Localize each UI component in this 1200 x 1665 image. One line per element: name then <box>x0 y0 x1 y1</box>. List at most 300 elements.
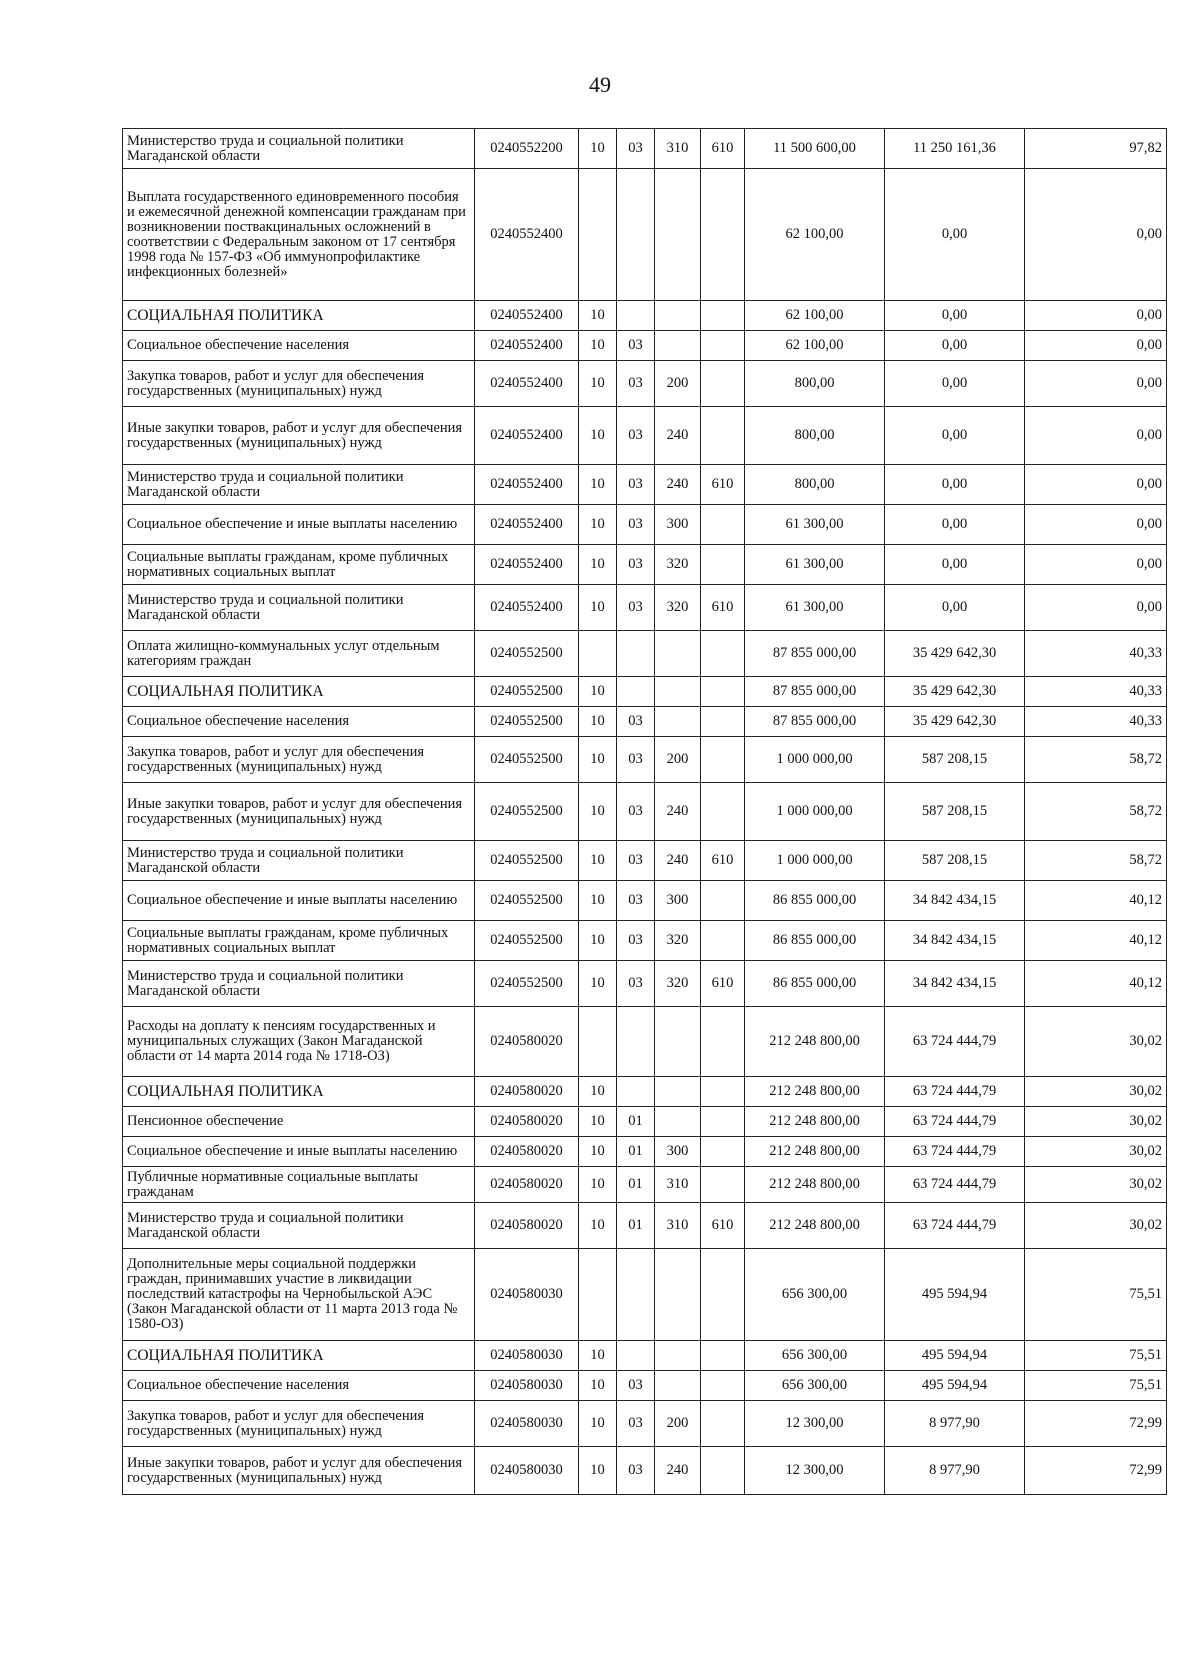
cell-c4: 610 <box>701 1203 745 1249</box>
cell-c4 <box>701 881 745 921</box>
cell-pct: 0,00 <box>1025 465 1167 505</box>
cell-c3 <box>655 1341 701 1371</box>
cell-c2 <box>617 1341 655 1371</box>
cell-c3: 310 <box>655 1203 701 1249</box>
cell-c2: 03 <box>617 921 655 961</box>
cell-code: 0240552400 <box>475 465 579 505</box>
cell-c2 <box>617 1007 655 1077</box>
table-row <box>123 1401 1167 1447</box>
cell-c2: 01 <box>617 1167 655 1203</box>
cell-c3 <box>655 1077 701 1107</box>
cell-c3: 320 <box>655 921 701 961</box>
cell-fact: 35 429 642,30 <box>885 677 1025 707</box>
table-row <box>123 169 1167 301</box>
cell-fact: 63 724 444,79 <box>885 1167 1025 1203</box>
cell-code: 0240552500 <box>475 737 579 783</box>
cell-name: СОЦИАЛЬНАЯ ПОЛИТИКА <box>123 301 475 331</box>
cell-fact: 0,00 <box>885 169 1025 301</box>
cell-fact: 0,00 <box>885 505 1025 545</box>
cell-c1: 10 <box>579 301 617 331</box>
cell-plan: 86 855 000,00 <box>745 881 885 921</box>
cell-fact: 11 250 161,36 <box>885 129 1025 169</box>
cell-pct: 30,02 <box>1025 1137 1167 1167</box>
cell-name: Иные закупки товаров, работ и услуг для обеспечения государственных (муниципальных) нужд <box>123 407 475 465</box>
cell-fact: 35 429 642,30 <box>885 707 1025 737</box>
table-row <box>123 505 1167 545</box>
cell-code: 0240580030 <box>475 1341 579 1371</box>
cell-pct: 0,00 <box>1025 361 1167 407</box>
cell-name: Социальное обеспечение и иные выплаты населению <box>123 505 475 545</box>
cell-code: 0240580030 <box>475 1371 579 1401</box>
cell-plan: 86 855 000,00 <box>745 921 885 961</box>
cell-c2: 01 <box>617 1107 655 1137</box>
cell-c4: 610 <box>701 465 745 505</box>
cell-pct: 0,00 <box>1025 585 1167 631</box>
cell-c3: 240 <box>655 1447 701 1495</box>
cell-fact: 0,00 <box>885 331 1025 361</box>
table-row <box>123 1107 1167 1137</box>
cell-plan: 11 500 600,00 <box>745 129 885 169</box>
table-row <box>123 631 1167 677</box>
table-body <box>123 129 1167 1495</box>
cell-code: 0240552500 <box>475 677 579 707</box>
cell-pct: 58,72 <box>1025 737 1167 783</box>
cell-fact: 495 594,94 <box>885 1341 1025 1371</box>
cell-name: Министерство труда и социальной политики Магаданской области <box>123 841 475 881</box>
table-row <box>123 1137 1167 1167</box>
cell-c4 <box>701 783 745 841</box>
cell-c4 <box>701 1107 745 1137</box>
cell-c4 <box>701 505 745 545</box>
cell-pct: 0,00 <box>1025 331 1167 361</box>
cell-c3: 200 <box>655 737 701 783</box>
cell-code: 0240552400 <box>475 169 579 301</box>
cell-c3 <box>655 1107 701 1137</box>
table-row <box>123 961 1167 1007</box>
cell-c1 <box>579 631 617 677</box>
cell-name: Министерство труда и социальной политики Магаданской области <box>123 1203 475 1249</box>
table-row <box>123 1203 1167 1249</box>
cell-plan: 12 300,00 <box>745 1401 885 1447</box>
cell-plan: 212 248 800,00 <box>745 1203 885 1249</box>
table-row <box>123 1341 1167 1371</box>
cell-fact: 0,00 <box>885 301 1025 331</box>
cell-c3: 300 <box>655 881 701 921</box>
cell-pct: 75,51 <box>1025 1249 1167 1341</box>
cell-c4: 610 <box>701 129 745 169</box>
cell-plan: 800,00 <box>745 407 885 465</box>
table-row <box>123 331 1167 361</box>
cell-c1: 10 <box>579 737 617 783</box>
cell-c1: 10 <box>579 129 617 169</box>
cell-c3 <box>655 1371 701 1401</box>
cell-name: Социальное обеспечение и иные выплаты населению <box>123 881 475 921</box>
cell-pct: 40,12 <box>1025 961 1167 1007</box>
cell-c4 <box>701 677 745 707</box>
cell-c1 <box>579 1007 617 1077</box>
cell-name: Социальные выплаты гражданам, кроме публичных нормативных социальных выплат <box>123 545 475 585</box>
cell-c4 <box>701 921 745 961</box>
cell-plan: 656 300,00 <box>745 1249 885 1341</box>
cell-fact: 0,00 <box>885 545 1025 585</box>
cell-c3 <box>655 331 701 361</box>
cell-c2: 03 <box>617 129 655 169</box>
cell-fact: 0,00 <box>885 361 1025 407</box>
cell-code: 0240552200 <box>475 129 579 169</box>
cell-fact: 63 724 444,79 <box>885 1007 1025 1077</box>
cell-pct: 58,72 <box>1025 841 1167 881</box>
cell-fact: 495 594,94 <box>885 1249 1025 1341</box>
cell-c2: 03 <box>617 961 655 1007</box>
cell-plan: 212 248 800,00 <box>745 1107 885 1137</box>
cell-fact: 63 724 444,79 <box>885 1137 1025 1167</box>
cell-c2 <box>617 301 655 331</box>
cell-plan: 212 248 800,00 <box>745 1137 885 1167</box>
cell-pct: 72,99 <box>1025 1401 1167 1447</box>
cell-c3: 310 <box>655 1167 701 1203</box>
cell-name: Дополнительные меры социальной поддержки граждан, принимавших участие в ликвидации последствий катастрофы на Чернобыльской АЭС (Закон Магаданской области от 11 марта 2013 года № 1580-ОЗ) <box>123 1249 475 1341</box>
cell-c2: 01 <box>617 1137 655 1167</box>
cell-c1: 10 <box>579 585 617 631</box>
cell-code: 0240552400 <box>475 545 579 585</box>
cell-c4: 610 <box>701 585 745 631</box>
cell-c1: 10 <box>579 1401 617 1447</box>
cell-c3: 200 <box>655 361 701 407</box>
cell-fact: 63 724 444,79 <box>885 1203 1025 1249</box>
cell-c2: 03 <box>617 1447 655 1495</box>
cell-fact: 34 842 434,15 <box>885 881 1025 921</box>
cell-c4 <box>701 1371 745 1401</box>
cell-plan: 12 300,00 <box>745 1447 885 1495</box>
cell-c1: 10 <box>579 921 617 961</box>
cell-code: 0240580030 <box>475 1249 579 1341</box>
cell-c2 <box>617 677 655 707</box>
cell-fact: 34 842 434,15 <box>885 921 1025 961</box>
cell-c2: 03 <box>617 545 655 585</box>
cell-pct: 30,02 <box>1025 1007 1167 1077</box>
cell-code: 0240552400 <box>475 407 579 465</box>
cell-c2: 01 <box>617 1203 655 1249</box>
cell-pct: 40,12 <box>1025 921 1167 961</box>
cell-plan: 1 000 000,00 <box>745 737 885 783</box>
cell-c2: 03 <box>617 585 655 631</box>
cell-name: Иные закупки товаров, работ и услуг для обеспечения государственных (муниципальных) нужд <box>123 1447 475 1495</box>
cell-code: 0240580020 <box>475 1167 579 1203</box>
cell-c1 <box>579 1249 617 1341</box>
cell-c2: 03 <box>617 841 655 881</box>
cell-c3 <box>655 631 701 677</box>
cell-fact: 63 724 444,79 <box>885 1077 1025 1107</box>
table-row <box>123 881 1167 921</box>
cell-c3: 300 <box>655 505 701 545</box>
table-row <box>123 921 1167 961</box>
cell-code: 0240580020 <box>475 1203 579 1249</box>
table-row <box>123 737 1167 783</box>
cell-c2: 03 <box>617 783 655 841</box>
cell-plan: 87 855 000,00 <box>745 677 885 707</box>
cell-c2: 03 <box>617 465 655 505</box>
cell-code: 0240580020 <box>475 1107 579 1137</box>
cell-c1: 10 <box>579 881 617 921</box>
table-row <box>123 1447 1167 1495</box>
cell-name: Оплата жилищно-коммунальных услуг отдельным категориям граждан <box>123 631 475 677</box>
cell-fact: 63 724 444,79 <box>885 1107 1025 1137</box>
cell-pct: 40,33 <box>1025 707 1167 737</box>
cell-code: 0240552500 <box>475 841 579 881</box>
cell-plan: 62 100,00 <box>745 301 885 331</box>
cell-name: СОЦИАЛЬНАЯ ПОЛИТИКА <box>123 677 475 707</box>
cell-pct: 30,02 <box>1025 1077 1167 1107</box>
cell-pct: 72,99 <box>1025 1447 1167 1495</box>
cell-name: Министерство труда и социальной политики Магаданской области <box>123 465 475 505</box>
cell-pct: 0,00 <box>1025 545 1167 585</box>
cell-c1: 10 <box>579 677 617 707</box>
cell-name: СОЦИАЛЬНАЯ ПОЛИТИКА <box>123 1341 475 1371</box>
cell-name: Закупка товаров, работ и услуг для обеспечения государственных (муниципальных) нужд <box>123 737 475 783</box>
cell-code: 0240580020 <box>475 1137 579 1167</box>
cell-code: 0240552400 <box>475 505 579 545</box>
cell-plan: 61 300,00 <box>745 505 885 545</box>
cell-pct: 0,00 <box>1025 301 1167 331</box>
cell-c4 <box>701 1167 745 1203</box>
table-row <box>123 677 1167 707</box>
table-row <box>123 1077 1167 1107</box>
cell-c3: 320 <box>655 961 701 1007</box>
cell-pct: 40,33 <box>1025 631 1167 677</box>
cell-code: 0240552400 <box>475 301 579 331</box>
table-row <box>123 1007 1167 1077</box>
table-row <box>123 841 1167 881</box>
cell-c3 <box>655 1249 701 1341</box>
cell-name: Публичные нормативные социальные выплаты гражданам <box>123 1167 475 1203</box>
cell-c3: 320 <box>655 585 701 631</box>
cell-plan: 61 300,00 <box>745 545 885 585</box>
cell-code: 0240580030 <box>475 1401 579 1447</box>
cell-name: Министерство труда и социальной политики Магаданской области <box>123 585 475 631</box>
cell-name: Социальное обеспечение и иные выплаты населению <box>123 1137 475 1167</box>
cell-name: Пенсионное обеспечение <box>123 1107 475 1137</box>
cell-plan: 800,00 <box>745 361 885 407</box>
cell-c1: 10 <box>579 783 617 841</box>
cell-c1: 10 <box>579 1371 617 1401</box>
cell-code: 0240552400 <box>475 361 579 407</box>
cell-c1: 10 <box>579 841 617 881</box>
cell-c1: 10 <box>579 407 617 465</box>
cell-fact: 587 208,15 <box>885 841 1025 881</box>
cell-fact: 0,00 <box>885 407 1025 465</box>
cell-plan: 656 300,00 <box>745 1371 885 1401</box>
cell-name: СОЦИАЛЬНАЯ ПОЛИТИКА <box>123 1077 475 1107</box>
cell-code: 0240552500 <box>475 921 579 961</box>
cell-c1: 10 <box>579 1203 617 1249</box>
cell-c4 <box>701 407 745 465</box>
cell-c3: 320 <box>655 545 701 585</box>
cell-plan: 1 000 000,00 <box>745 783 885 841</box>
cell-c4 <box>701 1137 745 1167</box>
cell-c4 <box>701 1401 745 1447</box>
cell-c4 <box>701 1341 745 1371</box>
cell-c2: 03 <box>617 707 655 737</box>
cell-pct: 40,33 <box>1025 677 1167 707</box>
cell-plan: 87 855 000,00 <box>745 631 885 677</box>
cell-c2 <box>617 1249 655 1341</box>
cell-c1 <box>579 169 617 301</box>
cell-c4 <box>701 1007 745 1077</box>
cell-pct: 30,02 <box>1025 1203 1167 1249</box>
cell-fact: 0,00 <box>885 585 1025 631</box>
cell-name: Социальное обеспечение населения <box>123 331 475 361</box>
cell-plan: 62 100,00 <box>745 331 885 361</box>
cell-code: 0240580020 <box>475 1007 579 1077</box>
cell-c1: 10 <box>579 961 617 1007</box>
cell-c1: 10 <box>579 465 617 505</box>
cell-code: 0240580020 <box>475 1077 579 1107</box>
table-row <box>123 407 1167 465</box>
cell-c4 <box>701 1447 745 1495</box>
cell-pct: 0,00 <box>1025 505 1167 545</box>
cell-c4 <box>701 169 745 301</box>
cell-c3 <box>655 301 701 331</box>
cell-name: Социальное обеспечение населения <box>123 1371 475 1401</box>
cell-c2: 03 <box>617 331 655 361</box>
cell-c2: 03 <box>617 407 655 465</box>
cell-pct: 0,00 <box>1025 169 1167 301</box>
cell-pct: 30,02 <box>1025 1107 1167 1137</box>
cell-c4 <box>701 737 745 783</box>
cell-plan: 212 248 800,00 <box>745 1007 885 1077</box>
table-row <box>123 1249 1167 1341</box>
table-row <box>123 301 1167 331</box>
cell-fact: 587 208,15 <box>885 783 1025 841</box>
cell-c4 <box>701 301 745 331</box>
cell-code: 0240552500 <box>475 783 579 841</box>
cell-name: Социальные выплаты гражданам, кроме публичных нормативных социальных выплат <box>123 921 475 961</box>
cell-plan: 62 100,00 <box>745 169 885 301</box>
cell-c4 <box>701 361 745 407</box>
cell-c1: 10 <box>579 1077 617 1107</box>
cell-c4: 610 <box>701 961 745 1007</box>
cell-c1: 10 <box>579 1107 617 1137</box>
cell-c1: 10 <box>579 1167 617 1203</box>
cell-c3 <box>655 169 701 301</box>
cell-plan: 212 248 800,00 <box>745 1077 885 1107</box>
cell-c4: 610 <box>701 841 745 881</box>
cell-c4 <box>701 1249 745 1341</box>
cell-c3: 240 <box>655 783 701 841</box>
cell-c4 <box>701 1077 745 1107</box>
cell-c1: 10 <box>579 505 617 545</box>
cell-fact: 587 208,15 <box>885 737 1025 783</box>
cell-c4 <box>701 545 745 585</box>
table-row <box>123 129 1167 169</box>
cell-c4 <box>701 331 745 361</box>
cell-name: Социальное обеспечение населения <box>123 707 475 737</box>
cell-c3: 300 <box>655 1137 701 1167</box>
cell-plan: 87 855 000,00 <box>745 707 885 737</box>
cell-c2: 03 <box>617 881 655 921</box>
table-row <box>123 465 1167 505</box>
table-row <box>123 585 1167 631</box>
cell-c3: 200 <box>655 1401 701 1447</box>
cell-c2: 03 <box>617 737 655 783</box>
cell-pct: 40,12 <box>1025 881 1167 921</box>
cell-c1: 10 <box>579 1447 617 1495</box>
table-row <box>123 361 1167 407</box>
cell-c1: 10 <box>579 545 617 585</box>
cell-code: 0240552500 <box>475 961 579 1007</box>
cell-c3 <box>655 1007 701 1077</box>
table-row <box>123 707 1167 737</box>
cell-fact: 35 429 642,30 <box>885 631 1025 677</box>
cell-plan: 61 300,00 <box>745 585 885 631</box>
cell-pct: 97,82 <box>1025 129 1167 169</box>
cell-c3: 310 <box>655 129 701 169</box>
cell-code: 0240552400 <box>475 585 579 631</box>
cell-pct: 58,72 <box>1025 783 1167 841</box>
table-row <box>123 783 1167 841</box>
cell-pct: 0,00 <box>1025 407 1167 465</box>
cell-c1: 10 <box>579 1137 617 1167</box>
cell-c4 <box>701 707 745 737</box>
cell-name: Выплата государственного единовременного пособия и ежемесячной денежной компенсации гражданам при возникновении поствакцинальных осложнений в соответствии с Федеральным законом от 17 сентября 1998 года № 157-ФЗ «Об иммунопрофилактике инфекционных болезней» <box>123 169 475 301</box>
cell-c2: 03 <box>617 1401 655 1447</box>
budget-table <box>122 128 1167 1495</box>
cell-c2: 03 <box>617 505 655 545</box>
cell-c1: 10 <box>579 361 617 407</box>
table-row <box>123 1371 1167 1401</box>
cell-code: 0240552400 <box>475 331 579 361</box>
cell-c3 <box>655 677 701 707</box>
cell-c3 <box>655 707 701 737</box>
cell-name: Министерство труда и социальной политики Магаданской области <box>123 129 475 169</box>
cell-c1: 10 <box>579 1341 617 1371</box>
cell-c2 <box>617 1077 655 1107</box>
cell-c2 <box>617 631 655 677</box>
cell-c1: 10 <box>579 707 617 737</box>
cell-c3: 240 <box>655 407 701 465</box>
cell-pct: 75,51 <box>1025 1371 1167 1401</box>
cell-plan: 212 248 800,00 <box>745 1167 885 1203</box>
cell-plan: 1 000 000,00 <box>745 841 885 881</box>
cell-c4 <box>701 631 745 677</box>
cell-name: Министерство труда и социальной политики Магаданской области <box>123 961 475 1007</box>
cell-plan: 656 300,00 <box>745 1341 885 1371</box>
cell-plan: 86 855 000,00 <box>745 961 885 1007</box>
page-number: 49 <box>589 72 611 97</box>
cell-plan: 800,00 <box>745 465 885 505</box>
cell-fact: 0,00 <box>885 465 1025 505</box>
cell-fact: 8 977,90 <box>885 1447 1025 1495</box>
cell-code: 0240552500 <box>475 707 579 737</box>
cell-pct: 30,02 <box>1025 1167 1167 1203</box>
cell-code: 0240552500 <box>475 881 579 921</box>
cell-code: 0240580030 <box>475 1447 579 1495</box>
table-row <box>123 1167 1167 1203</box>
cell-name: Иные закупки товаров, работ и услуг для обеспечения государственных (муниципальных) нужд <box>123 783 475 841</box>
cell-c1: 10 <box>579 331 617 361</box>
cell-fact: 8 977,90 <box>885 1401 1025 1447</box>
cell-c3: 240 <box>655 465 701 505</box>
cell-name: Расходы на доплату к пенсиям государственных и муниципальных служащих (Закон Магаданской области от 14 марта 2014 года № 1718-ОЗ) <box>123 1007 475 1077</box>
cell-name: Закупка товаров, работ и услуг для обеспечения государственных (муниципальных) нужд <box>123 361 475 407</box>
table-row <box>123 545 1167 585</box>
cell-c3: 240 <box>655 841 701 881</box>
cell-c2: 03 <box>617 361 655 407</box>
cell-fact: 495 594,94 <box>885 1371 1025 1401</box>
cell-name: Закупка товаров, работ и услуг для обеспечения государственных (муниципальных) нужд <box>123 1401 475 1447</box>
cell-c2 <box>617 169 655 301</box>
cell-c2: 03 <box>617 1371 655 1401</box>
